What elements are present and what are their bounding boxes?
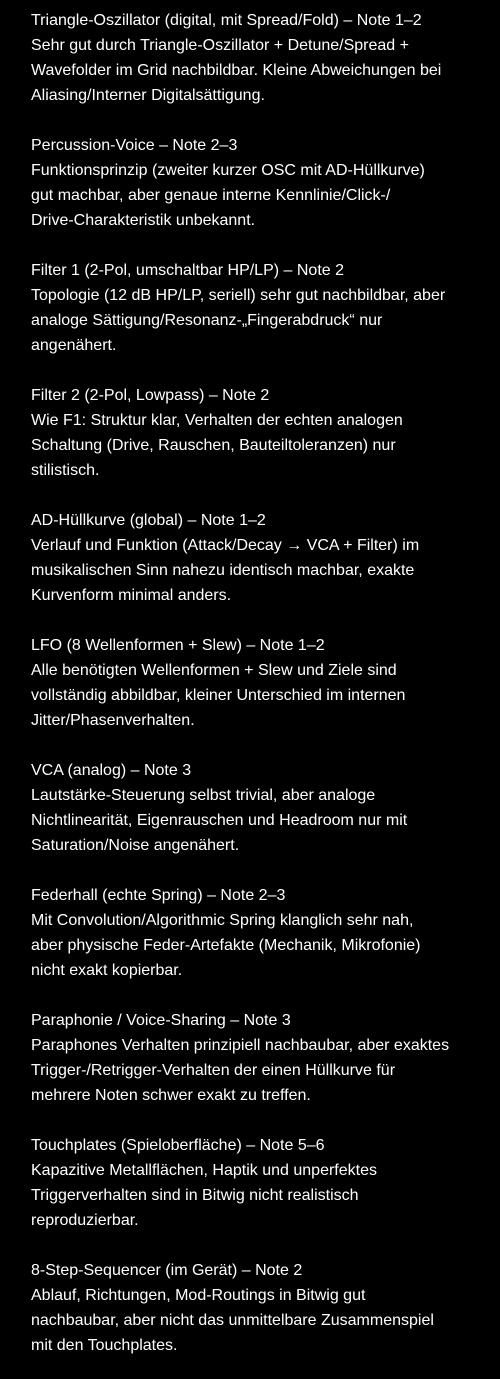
section-text-line: Topologie (12 dB HP/LP, seriell) sehr gut nachbildbar, aber	[31, 287, 446, 304]
section-text-line: reproduzierbar.	[31, 1212, 139, 1229]
section-text-line: nicht exakt kopierbar.	[31, 962, 183, 979]
rating-section-touchplates	[31, 1133, 480, 1233]
section-heading: AD-Hüllkurve (global) – Note 1–2	[31, 512, 266, 529]
section-text-line: angenähert.	[31, 337, 117, 354]
section-text-line: Lautstärke-Steuerung selbst trivial, aber analoge	[31, 787, 376, 804]
section-text-line: gut machbar, aber genaue interne Kennlinie/Click-/	[31, 187, 391, 204]
section-heading: Filter 2 (2-Pol, Lowpass) – Note 2	[31, 387, 270, 404]
section-text-line: Drive-Charakteristik unbekannt.	[31, 212, 256, 229]
section-text-line: stilistisch.	[31, 462, 100, 479]
section-heading: LFO (8 Wellenformen + Slew) – Note 1–2	[31, 637, 325, 654]
rating-section-lfo	[31, 633, 480, 733]
section-text-line: mehrere Noten schwer exakt zu treffen.	[31, 1087, 311, 1104]
section-heading: Paraphonie / Voice-Sharing – Note 3	[31, 1012, 291, 1029]
section-text-line: vollständig abbildbar, kleiner Unterschied im internen	[31, 687, 406, 704]
section-heading: Touchplates (Spieloberfläche) – Note 5–6	[31, 1137, 325, 1154]
section-heading: 8-Step-Sequencer (im Gerät) – Note 2	[31, 1262, 303, 1279]
section-text-line: analoge Sättigung/Resonanz-„Fingerabdruck“ nur	[31, 312, 383, 329]
section-text-line: Kapazitive Metallflächen, Haptik und unperfektes	[31, 1162, 377, 1179]
section-text-line: Sehr gut durch Triangle-Oszillator + Detune/Spread +	[31, 37, 409, 54]
section-text-line: Mit Convolution/Algorithmic Spring klanglich sehr nah,	[31, 912, 414, 929]
section-text-line: Kurvenform minimal anders.	[31, 587, 232, 604]
section-text-line: Funktionsprinzip (zweiter kurzer OSC mit AD-Hüllkurve)	[31, 162, 425, 179]
section-heading: Triangle-Oszillator (digital, mit Spread/Fold) – Note 1–2	[31, 12, 422, 29]
section-text-line: Paraphones Verhalten prinzipiell nachbaubar, aber exaktes	[31, 1037, 450, 1054]
section-text-line: mit den Touchplates.	[31, 1337, 178, 1354]
section-text-line: musikalischen Sinn nahezu identisch machbar, exakte	[31, 562, 415, 579]
rating-section-filter-1	[31, 258, 480, 358]
section-text-line: Jitter/Phasenverhalten.	[31, 712, 195, 729]
section-text-line: Saturation/Noise angenähert.	[31, 837, 240, 854]
section-text-line: Alle benötigten Wellenformen + Slew und Ziele sind	[31, 662, 397, 679]
rating-section-filter-2	[31, 383, 480, 483]
section-heading: Filter 1 (2-Pol, umschaltbar HP/LP) – Note 2	[31, 262, 345, 279]
section-text-line: Ablauf, Richtungen, Mod-Routings in Bitwig gut	[31, 1287, 366, 1304]
section-heading: VCA (analog) – Note 3	[31, 762, 192, 779]
section-text-line: Schaltung (Drive, Rauschen, Bauteiltoleranzen) nur	[31, 437, 396, 454]
rating-section-spring-reverb	[31, 883, 480, 983]
rating-section-ad-envelope	[31, 508, 480, 608]
section-text-line: aber physische Feder-Artefakte (Mechanik, Mikrofonie)	[31, 937, 421, 954]
section-text-line: Aliasing/Interner Digitalsättigung.	[31, 87, 265, 104]
section-text-line: Triggerverhalten sind in Bitwig nicht realistisch	[31, 1187, 359, 1204]
section-text-line: Trigger-/Retrigger-Verhalten der einen Hüllkurve für	[31, 1062, 396, 1079]
section-heading: Federhall (echte Spring) – Note 2–3	[31, 887, 286, 904]
section-text-line: Wavefolder im Grid nachbildbar. Kleine Abweichungen bei	[31, 62, 442, 79]
section-text-line: Wie F1: Struktur klar, Verhalten der echten analogen	[31, 412, 403, 429]
section-text-line: Nichtlinearität, Eigenrauschen und Headroom nur mit	[31, 812, 408, 829]
rating-section-vca	[31, 758, 480, 858]
section-text-line: nachbaubar, aber nicht das unmittelbare Zusammenspiel	[31, 1312, 434, 1329]
rating-section-percussion-voice	[31, 133, 480, 233]
rating-section-triangle-oscillator	[31, 8, 480, 108]
rating-section-step-sequencer	[31, 1258, 480, 1358]
section-text-line: Verlauf und Funktion (Attack/Decay → VCA + Filter) im	[31, 537, 420, 554]
rating-section-paraphony	[31, 1008, 480, 1108]
section-heading: Percussion-Voice – Note 2–3	[31, 137, 238, 154]
